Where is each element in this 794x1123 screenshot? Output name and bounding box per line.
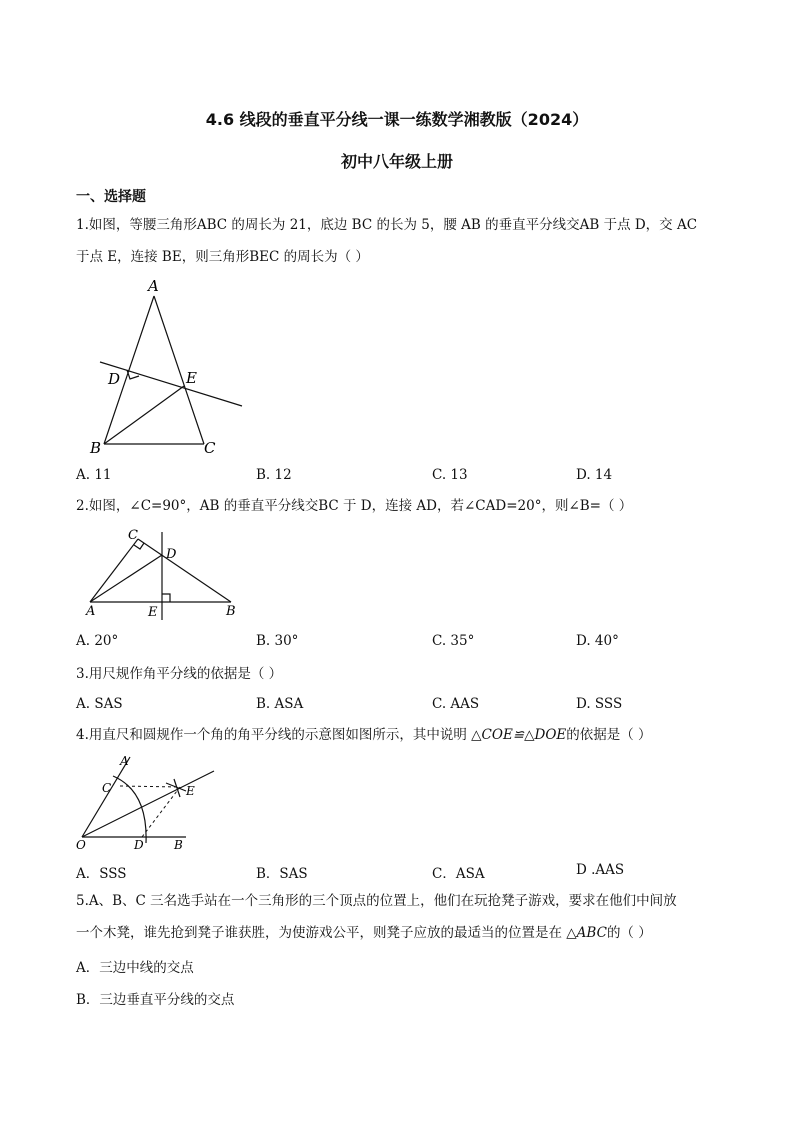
question-4-option-a[interactable]: A．SSS [76, 866, 127, 882]
question-1-option-c[interactable]: C. 13 [432, 467, 468, 483]
question-5-text-line-2 [76, 924, 652, 942]
question-3-option-d[interactable]: D. SSS [576, 696, 623, 712]
point-label-o: O [76, 838, 86, 852]
question-5-text-post: 的（ ） [606, 925, 652, 941]
right-angle-mark-e [162, 594, 170, 602]
question-4-text [76, 726, 652, 744]
question-4-figure [74, 751, 224, 853]
question-1-option-a[interactable]: A. 11 [76, 467, 112, 483]
point-label-d: D [134, 838, 144, 852]
point-label-a: A [86, 604, 96, 619]
question-2-option-a[interactable]: A. 20° [76, 633, 119, 649]
segment-be [104, 386, 184, 444]
question-1-text-line-1: 1.如图，等腰三角形ABC 的周长为 21，底边 BC 的长为 5，腰 AB 的垂直平分线交AB 于点 D，交 AC [76, 217, 698, 233]
point-label-e: E [148, 605, 158, 620]
question-3-text: 3.用尺规作角平分线的依据是（ ） [76, 666, 283, 682]
question-5-text-pre: 一个木凳，谁先抢到凳子谁获胜，为使游戏公平，则凳子应放的最适当的位置是在 [76, 925, 567, 941]
question-4-option-d[interactable]: D .AAS [576, 862, 625, 878]
question-5-text-line-1: 5.A、B、C 三名选手站在一个三角形的三个顶点的位置上，他们在玩抢凳子游戏，要求在他们中间放 [76, 893, 677, 909]
point-label-e: E [186, 784, 195, 798]
question-4-text-pre: 4.用直尺和圆规作一个角的角平分线的示意图如图所示，其中说明 [76, 727, 472, 743]
question-2-text: 2.如图，∠C=90°，AB 的垂直平分线交BC 于 D，连接 AD，若∠CAD=20°，则∠B=（ ） [76, 498, 633, 514]
question-4-option-b[interactable]: B．SAS [256, 866, 308, 882]
question-4-text-post: 的依据是（ ） [566, 727, 652, 743]
question-1-option-b[interactable]: B. 12 [256, 467, 292, 483]
question-3-option-c[interactable]: C. AAS [432, 696, 480, 712]
question-1-figure [76, 276, 256, 460]
question-4-option-c[interactable]: C．ASA [432, 866, 485, 882]
question-5-option-a[interactable]: A．三边中线的交点 [76, 960, 194, 976]
segment-ac [90, 539, 138, 602]
question-1-text-line-2: 于点 E，连接 BE，则三角形BEC 的周长为（ ） [76, 249, 369, 265]
question-1-option-d[interactable]: D. 14 [576, 467, 613, 483]
question-2-figure [76, 524, 246, 626]
question-4-congruence-expr: △COE≌△DOE [471, 727, 567, 743]
question-2-option-c[interactable]: C. 35° [432, 633, 475, 649]
dashed-segment-de [142, 787, 180, 837]
point-label-e: E [186, 369, 197, 387]
question-3-option-a[interactable]: A. SAS [76, 696, 123, 712]
perpendicular-bisector-line [100, 362, 242, 406]
point-label-d: D [166, 547, 177, 562]
point-label-b: B [90, 439, 102, 457]
document-title: 4.6 线段的垂直平分线一课一练数学湘教版（2024） [205, 110, 589, 129]
point-label-d: D [108, 370, 121, 388]
question-5-triangle-expr: △ABC [566, 925, 607, 941]
section-heading: 一、选择题 [76, 189, 146, 205]
point-label-a: A [120, 754, 129, 768]
point-label-c: C [128, 528, 138, 543]
right-angle-mark-c [134, 543, 144, 549]
question-5-option-b[interactable]: B．三边垂直平分线的交点 [76, 992, 235, 1008]
point-label-c: C [204, 439, 216, 457]
point-label-b: B [174, 838, 183, 852]
document-subtitle: 初中八年级上册 [340, 152, 453, 171]
segment-cb [138, 539, 231, 602]
point-label-a: A [148, 277, 159, 295]
point-label-b: B [226, 604, 236, 619]
question-2-option-d[interactable]: D. 40° [576, 633, 619, 649]
point-label-c: C [102, 781, 112, 795]
question-2-option-b[interactable]: B. 30° [256, 633, 299, 649]
arc-cd [113, 776, 146, 843]
question-3-option-b[interactable]: B. ASA [256, 696, 304, 712]
segment-ad [90, 555, 162, 602]
